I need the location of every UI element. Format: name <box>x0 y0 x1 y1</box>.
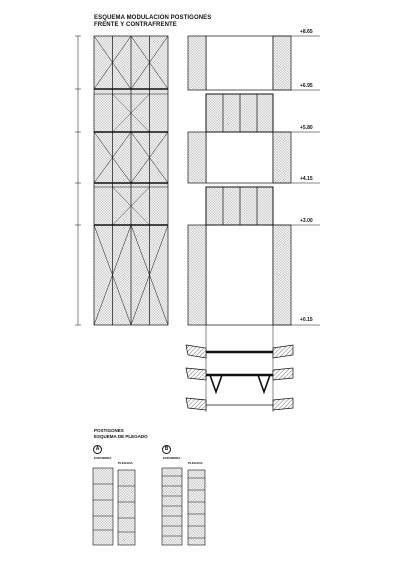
marker-b: B <box>162 445 171 454</box>
title-line-2: FRENTE Y CONTRAFRENTE <box>94 22 177 28</box>
label-expanded-b: EXPANDIDA <box>163 456 181 460</box>
marker-a: A <box>93 445 102 454</box>
lower-title-1: POSTIGONES <box>94 428 124 433</box>
title-line-1: ESQUEMA MODULACION POSTIGONES <box>94 15 212 21</box>
lower-title-2: ESQUEMA DE PLEGADO <box>94 434 148 439</box>
label-folded-a: PLEGADA <box>118 461 133 465</box>
level-label: +8.65 <box>300 29 313 35</box>
dimension-chain <box>75 36 81 325</box>
level-label: +4.15 <box>300 176 313 182</box>
label-folded-b: PLEGADA <box>188 461 203 465</box>
level-label: +6.95 <box>300 83 313 89</box>
level-label: +0.15 <box>300 317 313 323</box>
plan-details <box>186 345 293 410</box>
level-label: +5.80 <box>300 125 313 131</box>
shutter-front-elevation <box>94 36 168 325</box>
level-label: +3.00 <box>300 218 313 224</box>
folding-scheme <box>93 468 205 545</box>
label-expanded-a: EXPANDIDA <box>94 456 112 460</box>
